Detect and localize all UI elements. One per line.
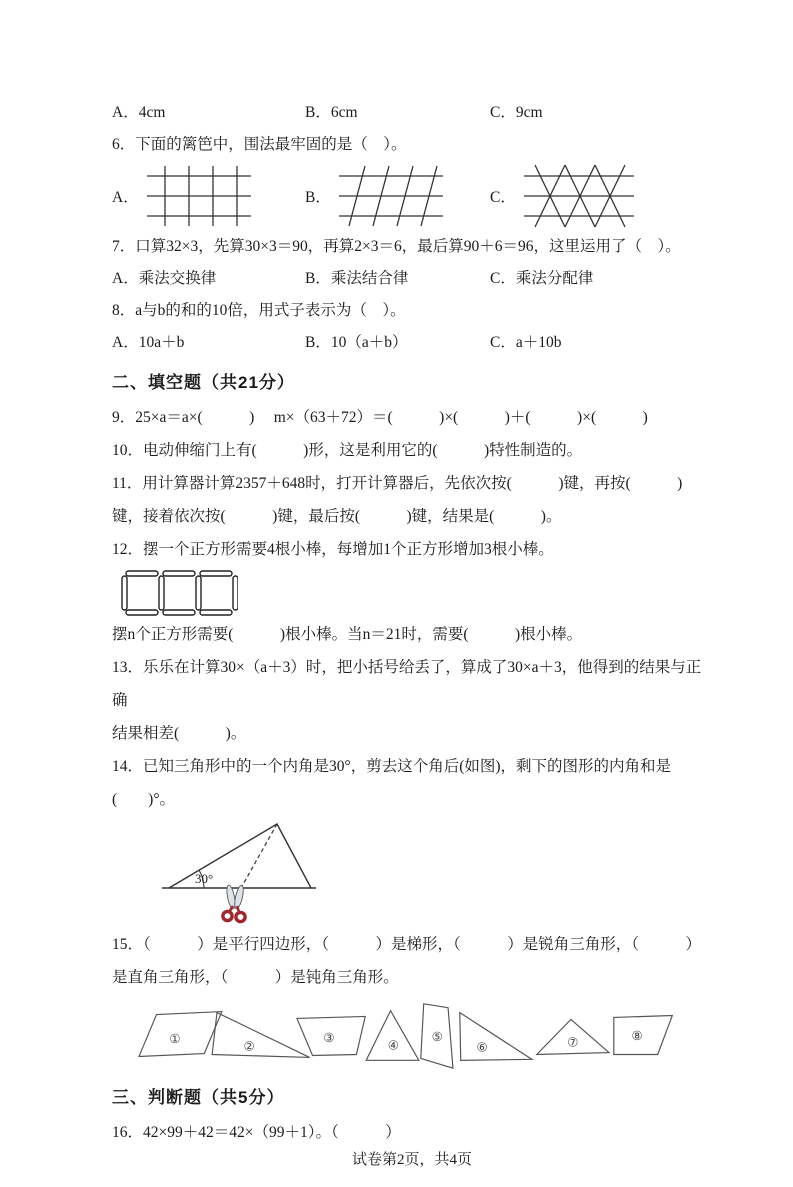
q7-option-a: A．乘法交换律: [112, 270, 217, 287]
shape-number-1: ①: [169, 1031, 181, 1046]
shape-number-5: ⑤: [431, 1029, 444, 1044]
shape-number-3: ③: [323, 1030, 335, 1045]
q15-line1: 15．（ ）是平行四边形，（ ）是梯形，（ ）是锐角三角形，（ ）: [112, 936, 702, 953]
shape-number-8: ⑧: [631, 1028, 643, 1043]
q6-option-a: [112, 163, 305, 229]
q5-option-b: B．6cm: [305, 104, 358, 121]
q6-option-b-label: B．: [305, 189, 331, 206]
matchstick-squares-figure: [120, 569, 712, 617]
section-fill-header: 二、填空题（共21分）: [112, 373, 295, 392]
q10-line: 10．电动伸缩门上有( )形，这是利用它的( )特性制造的。: [112, 442, 583, 459]
q6-figure-row: [112, 161, 712, 231]
shape-number-7: ⑦: [567, 1035, 579, 1050]
q5-option-a: A．4cm: [112, 104, 166, 121]
shape-obtuse-triangle-2: [212, 1013, 310, 1058]
q5-option-c: C．9cm: [490, 104, 543, 121]
q8-option-c: C．a＋10b: [490, 334, 562, 351]
q16-line: 16．42×99＋42＝42×（99＋1）。（ ）: [112, 1124, 401, 1141]
scissors-icon: [223, 885, 245, 922]
shape-number-2: ②: [243, 1039, 255, 1054]
q5-options-row: [112, 97, 712, 129]
shape-acute-triangle-4: [366, 1011, 419, 1061]
triangle-cut-figure: [104, 816, 712, 928]
shape-right-triangle-6: [460, 1013, 532, 1061]
q13-line1: 13．乐乐在计算30×（a＋3）时，把小括号给丢了，算成了30×a＋3，他得到的结果与正确: [112, 659, 702, 709]
fence-cross-figure: [524, 163, 634, 229]
q14-line: 14．已知三角形中的一个内角是30°，剪去这个角后(如图)，剩下的图形的内角和是( )°。: [112, 758, 672, 808]
q12-line1: 12．摆一个正方形需要4根小棒，每增加1个正方形增加3根小棒。: [112, 541, 554, 558]
shape-number-6: ⑥: [476, 1040, 488, 1055]
q8-option-a: A．10a＋b: [112, 334, 185, 351]
q11-line1: 11．用计算器计算2357＋648时，打开计算器后，先依次按( )键，再按( ): [112, 475, 683, 492]
q6-stem: 6．下面的篱笆中，围法最牢固的是（ ）。: [112, 136, 407, 153]
q7-option-c: C．乘法分配律: [490, 270, 594, 287]
q9-line: 9．25×a＝a×( ) m×（63＋72）＝( )×( )＋( )×( ): [112, 409, 648, 426]
angle-30-label: 30°: [195, 871, 214, 886]
shapes-figure: [112, 996, 712, 1074]
q8-stem: 8．a与b的和的10倍，用式子表示为（ ）。: [112, 302, 406, 319]
fence-grid-figure: [147, 163, 251, 229]
q11-line2: 键，接着依次按( )键，最后按( )键，结果是( )。: [112, 508, 562, 525]
q6-option-c-label: C．: [490, 189, 516, 206]
section-judge-header: 三、判断题（共5分）: [112, 1088, 285, 1107]
q6-option-a-label: A．: [112, 189, 139, 206]
q13-line2: 结果相差( )。: [112, 725, 247, 742]
q8-option-b: B．10（a＋b）: [305, 334, 408, 351]
q6-option-b: [305, 163, 490, 229]
q12-line2: 摆n个正方形需要( )根小棒。当n＝21时，需要( )根小棒。: [112, 626, 583, 643]
shape-trapezoid-8: [614, 1016, 673, 1055]
q7-options-row: [112, 263, 712, 295]
q15-line2: 是直角三角形，（ ）是钝角三角形。: [112, 969, 399, 986]
q7-option-b: B．乘法结合律: [305, 270, 409, 287]
shape-number-4: ④: [387, 1038, 400, 1053]
fence-slant-figure: [339, 163, 443, 229]
q7-stem: 7．口算32×3，先算30×3＝90，再算2×3＝6，最后算90＋6＝96，这里运用了（ ）。: [112, 238, 681, 255]
q6-option-c: [490, 163, 712, 229]
q8-options-row: [112, 327, 712, 359]
page-footer: 试卷第2页，共4页: [351, 1152, 472, 1168]
